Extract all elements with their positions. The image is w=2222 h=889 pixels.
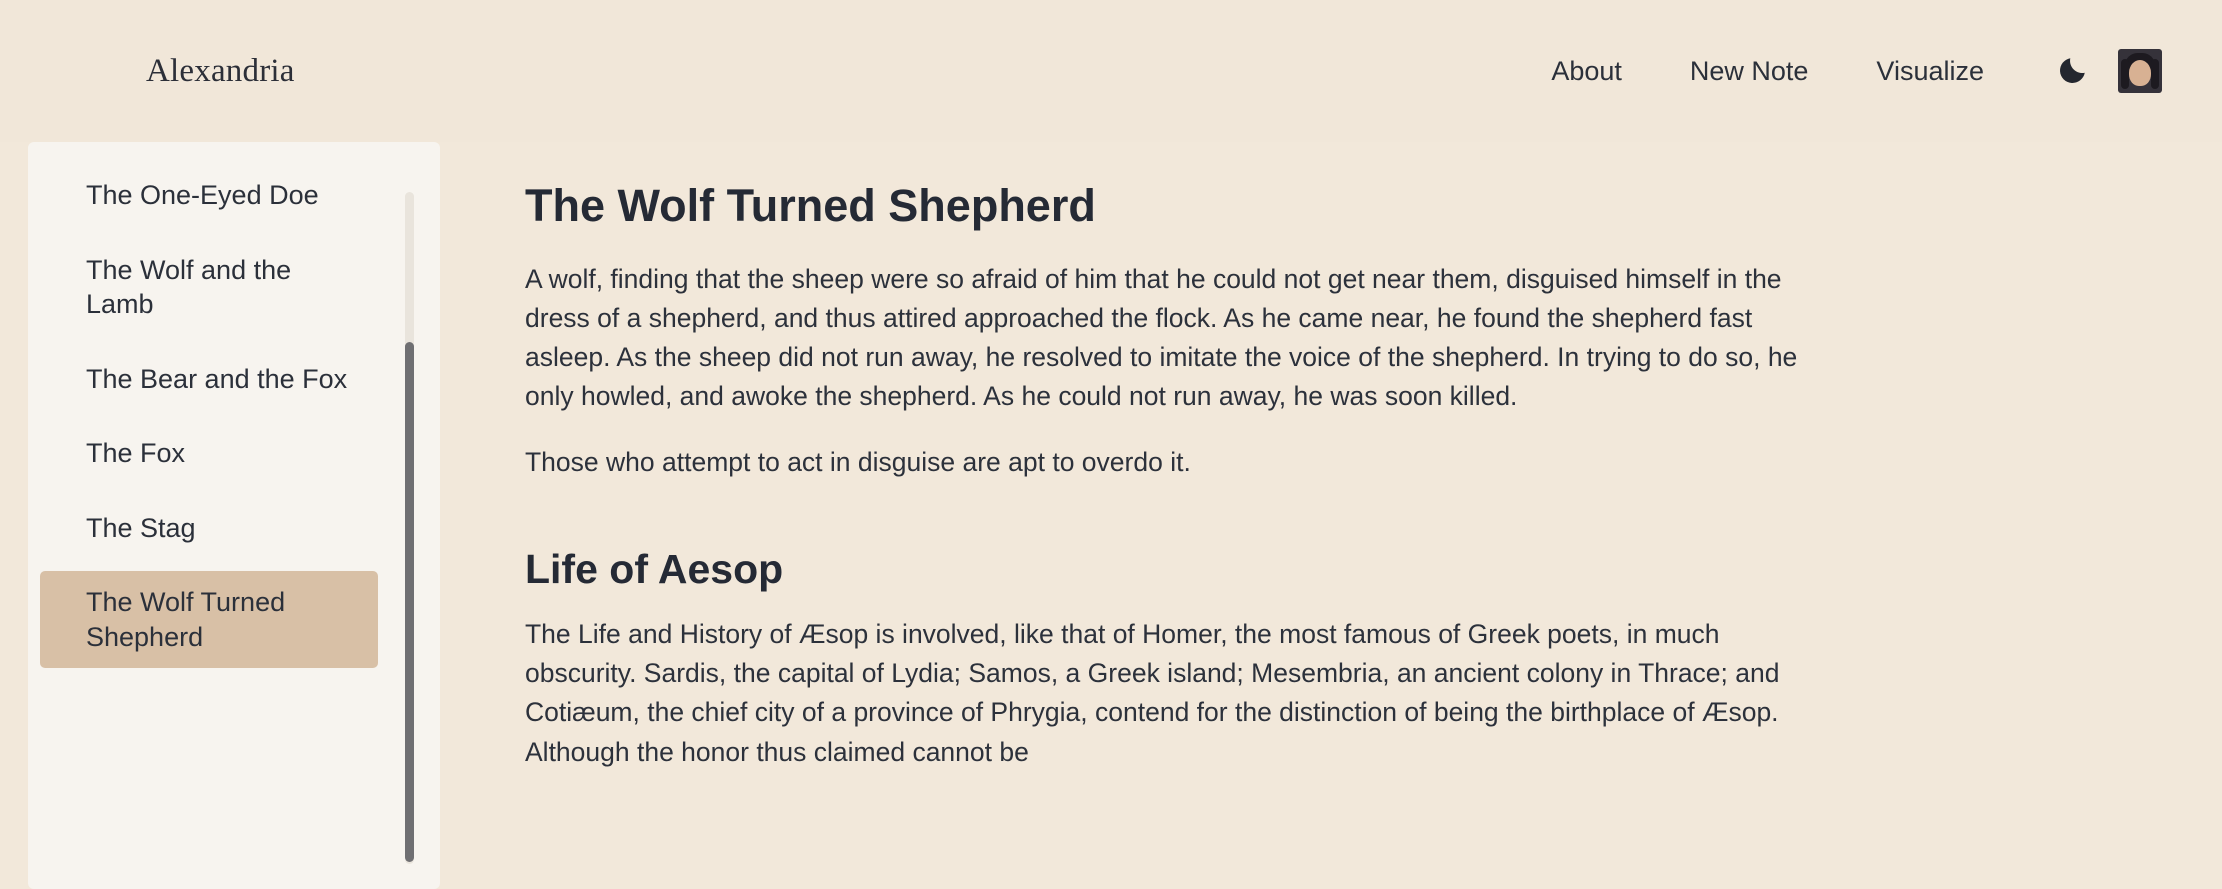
nav-item-about[interactable]: About xyxy=(1551,55,1622,86)
sidebar-scrollbar[interactable] xyxy=(405,192,414,864)
list-item[interactable]: The One-Eyed Doe xyxy=(86,180,319,210)
notes-list xyxy=(28,164,440,889)
note-content xyxy=(440,142,1890,798)
list-item[interactable]: The Stag xyxy=(86,512,196,543)
list-item[interactable]: The Bear and the Fox xyxy=(86,363,348,394)
list-item[interactable]: The Wolf and the Lamb xyxy=(86,254,292,320)
avatar-hair-right xyxy=(2151,59,2159,89)
section-heading: Life of Aesop xyxy=(525,545,784,592)
app-header xyxy=(0,0,2222,142)
note-moral: Those who attempt to act in disguise are apt to overdo it. xyxy=(525,446,1191,477)
note-paragraph: The Life and History of Æsop is involved, like that of Homer, the most famous of Greek poets, in much obscurity. Sardis, the capital of Lydia; Samos, a Greek island; Mesembria, an ancient colony in Thrace; and Cotiæum, the chief city of a province of Phrygia, contend for the distinction of being the birthplace of Æsop. Although the honor thus claimed cannot be xyxy=(525,618,1780,767)
page-body xyxy=(0,142,2222,889)
moon-icon[interactable] xyxy=(2052,51,2092,91)
notes-sidebar xyxy=(28,142,440,889)
page-title: The Wolf Turned Shepherd xyxy=(525,180,1096,231)
avatar-hair-left xyxy=(2121,59,2129,89)
nav-item-visualize[interactable]: Visualize xyxy=(1876,55,1984,86)
list-item-selected[interactable]: The Wolf Turned Shepherd xyxy=(40,571,378,668)
avatar-face xyxy=(2129,60,2151,86)
nav-item-new-note[interactable]: New Note xyxy=(1689,55,1809,86)
main-nav xyxy=(1517,48,2182,95)
app-brand[interactable]: Alexandria xyxy=(146,52,295,89)
avatar[interactable] xyxy=(2118,49,2162,93)
note-paragraph: A wolf, finding that the sheep were so afraid of him that he could not get near them, disguised himself in the dress of a shepherd, and thus attired approached the flock. As he came near, he found the shepherd fast asleep. As the sheep did not run away, he resolved to imitate the voice of the shepherd. In trying to do so, he only howled, and awoke the shepherd. As he could not run away, he was soon killed. xyxy=(525,263,1798,412)
sidebar-scrollbar-thumb[interactable] xyxy=(405,342,414,862)
list-item[interactable]: The Fox xyxy=(86,438,186,469)
